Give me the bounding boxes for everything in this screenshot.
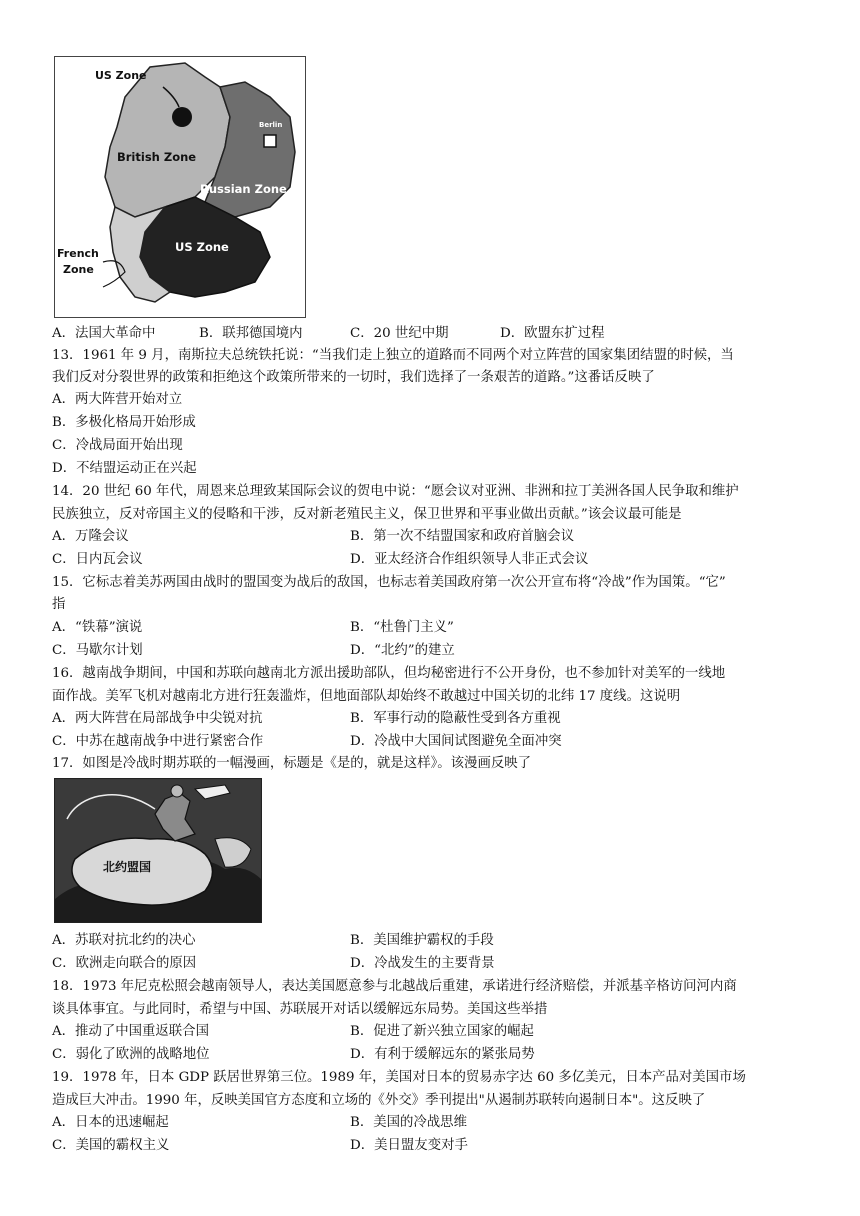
q12-option-d: D．欧盟东扩过程 xyxy=(500,326,605,341)
q15-option-a: A．“铁幕”演说 xyxy=(52,620,143,635)
q13-stem-2: 我们反对分裂世界的政策和拒绝这个政策所带来的一切时，我们选择了一条艰苦的道路。”这番话反映了 xyxy=(52,370,655,385)
q17-option-d: D．冷战发生的主要背景 xyxy=(350,956,495,971)
q13-option-b: B．多极化格局开始形成 xyxy=(52,415,196,430)
french-zone-label-1: French xyxy=(57,247,99,260)
q13-option-a: A．两大阵营开始对立 xyxy=(52,392,183,407)
q12-option-a: A．法国大革命中 xyxy=(52,326,156,341)
q14-option-c: C．日内瓦会议 xyxy=(52,552,143,567)
q18-option-b: B．促进了新兴独立国家的崛起 xyxy=(350,1024,534,1039)
french-zone-label-2: Zone xyxy=(63,263,94,276)
q17-option-c: C．欧洲走向联合的原因 xyxy=(52,956,197,971)
q16-option-d: D．冷战中大国间试图避免全面冲突 xyxy=(350,734,562,749)
q18-option-a: A．推动了中国重返联合国 xyxy=(52,1024,209,1039)
q14-stem-2: 民族独立，反对帝国主义的侵略和干涉，反对新老殖民主义，保卫世界和平事业做出贡献。”该会议最可能是 xyxy=(52,507,682,522)
cartoon-nato-label: 北约盟国 xyxy=(103,860,152,874)
us-zone-bottom-label: US Zone xyxy=(175,240,229,254)
q19-stem-1: 19．1978 年，日本 GDP 跃居世界第三位。1989 年，美国对日本的贸易赤字达 60 多亿美元，日本产品对美国市场 xyxy=(52,1070,746,1085)
germany-occupation-zones-map xyxy=(54,56,306,318)
q17-option-b: B．美国维护霸权的手段 xyxy=(350,933,494,948)
zones-map-svg xyxy=(55,57,305,317)
us-zone-enclave xyxy=(172,107,192,127)
q13-stem-1: 13．1961 年 9 月，南斯拉夫总统铁托说：“当我们走上独立的道路而不同两个对立阵营的国家集团结盟的时候，当 xyxy=(52,348,734,363)
q16-option-c: C．中苏在越南战争中进行紧密合作 xyxy=(52,734,264,749)
q14-option-b: B．第一次不结盟国家和政府首脑会议 xyxy=(350,529,575,544)
q18-option-d: D．有利于缓解远东的紧张局势 xyxy=(350,1047,535,1062)
q18-stem-2: 谈具体事宜。与此同时，希望与中国、苏联展开对话以缓解远东局势。美国这些举措 xyxy=(52,1002,548,1017)
q15-option-c: C．马歇尔计划 xyxy=(52,643,143,658)
soviet-cartoon-image xyxy=(54,778,262,923)
q18-stem-1: 18．1973 年尼克松照会越南领导人，表达美国愿意参与北越战后重建，承诺进行经济赔偿，并派基辛格访问河内商 xyxy=(52,979,737,994)
british-zone-label: British Zone xyxy=(117,150,197,164)
q12-option-b: B．联邦德国境内 xyxy=(199,326,303,341)
q17-stem-1: 17．如图是冷战时期苏联的一幅漫画，标题是《是的，就是这样》。该漫画反映了 xyxy=(52,756,532,771)
q17-option-a: A．苏联对抗北约的决心 xyxy=(52,933,196,948)
q19-option-d: D．美日盟友变对手 xyxy=(350,1138,468,1153)
q18-option-c: C．弱化了欧洲的战略地位 xyxy=(52,1047,210,1062)
q15-option-b: B．“杜鲁门主义” xyxy=(350,620,454,635)
q15-stem-1: 15．它标志着美苏两国由战时的盟国变为战后的敌国，也标志着美国政府第一次公开宣布将“冷战”作为国策。“它” xyxy=(52,575,726,590)
q14-option-a: A．万隆会议 xyxy=(52,529,129,544)
q16-option-b: B．军事行动的隐蔽性受到各方重视 xyxy=(350,711,561,726)
q19-option-c: C．美国的霸权主义 xyxy=(52,1138,170,1153)
q13-option-d: D．不结盟运动正在兴起 xyxy=(52,461,197,476)
us-zone-top-label: US Zone xyxy=(95,69,147,82)
q19-option-b: B．美国的冷战思维 xyxy=(350,1115,467,1130)
q12-option-c: C．20 世纪中期 xyxy=(350,326,449,341)
cartoon-svg xyxy=(55,779,261,922)
q13-option-c: C．冷战局面开始出现 xyxy=(52,438,183,453)
q16-option-a: A．两大阵营在局部战争中尖锐对抗 xyxy=(52,711,263,726)
q16-stem-1: 16．越南战争期间，中国和苏联向越南北方派出援助部队，但均秘密进行不公开身份，也不参加针对美军的一线地 xyxy=(52,666,726,681)
berlin-label: Berlin xyxy=(259,121,283,129)
q19-option-a: A．日本的迅速崛起 xyxy=(52,1115,169,1130)
berlin-square xyxy=(264,135,276,147)
q16-stem-2: 面作战。美军飞机对越南北方进行狂轰滥炸，但地面部队却始终不敢越过中国关切的北纬 17 度线。这说明 xyxy=(52,689,681,704)
q15-stem-2: 指 xyxy=(52,597,66,612)
q19-stem-2: 造成巨大冲击。1990 年，反映美国官方态度和立场的《外交》季刊提出"从遏制苏联转向遏制日本"。这反映了 xyxy=(52,1093,706,1108)
russian-zone-label: Russian Zone xyxy=(200,182,287,196)
q15-option-d: D．“北约”的建立 xyxy=(350,643,455,658)
q14-option-d: D．亚太经济合作组织领导人非正式会议 xyxy=(350,552,589,567)
q14-stem-1: 14．20 世纪 60 年代，周恩来总理致某国际会议的贺电中说：“愿会议对亚洲、非洲和拉丁美洲各国人民争取和维护 xyxy=(52,484,739,499)
